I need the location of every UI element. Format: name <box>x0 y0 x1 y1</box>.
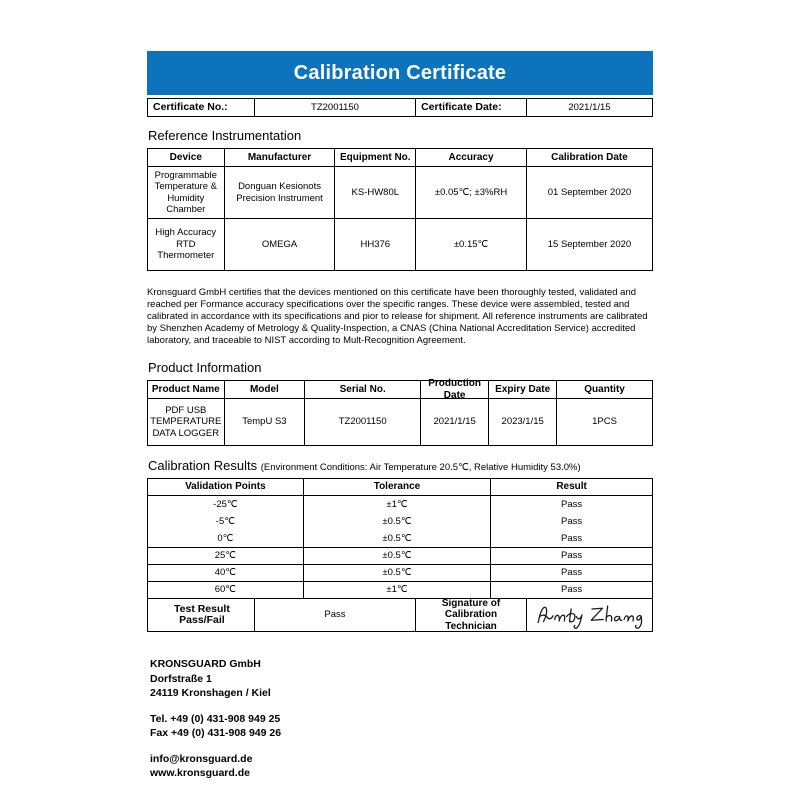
model-cell: TempU S3 <box>224 398 305 445</box>
address-line-2: 24119 Kronshagen / Kiel <box>150 687 271 699</box>
quantity-cell: 1PCS <box>556 398 652 445</box>
test-result-value: Pass <box>254 598 415 631</box>
result-cell: Pass <box>490 530 652 547</box>
column-header: Production Date <box>420 381 488 398</box>
serial-no-cell: TZ2001150 <box>304 398 420 445</box>
tolerance-cell: ±0.5℃ <box>303 530 490 547</box>
company-address-group <box>150 657 653 701</box>
device-cell: Programmable Temperature & Humidity Chamber <box>148 166 224 218</box>
validation-point-cell: 25℃ <box>148 547 303 564</box>
column-header: Result <box>490 479 652 496</box>
validation-point-cell: -5℃ <box>215 515 235 527</box>
expiry-date-cell: 2023/1/15 <box>488 398 556 445</box>
table-header-row <box>148 149 652 166</box>
certificate-title-banner <box>147 51 653 95</box>
certificate-no-value: TZ2001150 <box>254 99 415 116</box>
page-title: Calibration Certificate <box>293 61 507 84</box>
signature-handwriting-icon <box>533 600 645 630</box>
certificate-content <box>147 51 653 792</box>
equipment-no-cell: HH376 <box>334 218 415 270</box>
tolerance-cell: ±1℃ <box>303 581 490 598</box>
calibration-date-cell: 01 September 2020 <box>526 166 652 218</box>
validation-point-cell: 40℃ <box>148 564 303 581</box>
validation-point-cell: 0℃ <box>217 532 234 544</box>
validation-point-cell: -25℃ <box>213 498 238 510</box>
certificate-date-value: 2021/1/15 <box>526 99 652 116</box>
tolerance-cell: ±0.5℃ <box>303 547 490 564</box>
certification-statement: Kronsguard GmbH certifies that the devices mentioned on this certificate have been thoroughly tested, validated and reached per Formance accuracy specifications over the specific ranges. These device were assembled, tested and calibrated in accordance with its specifications and pior to release for shipment. All reference instruments are calibrated by Shenzhen Academy of Metrology & Quality-Inspection, a CNAS (China National Accreditation Service) accredited laboratory, and traceable to NIST according to Mult-Recognition Agreement. <box>147 287 648 346</box>
column-header: Calibration Date <box>526 149 652 166</box>
result-cell: Pass <box>490 564 652 581</box>
table-row <box>148 398 652 445</box>
column-header: Serial No. <box>304 381 420 398</box>
signature-label: Signature of Calibration Technician <box>415 598 526 631</box>
tolerance-cell: ±0.5℃ <box>303 564 490 581</box>
column-header: Model <box>224 381 305 398</box>
telephone-number: Tel. +49 (0) 431-908 949 25 <box>150 712 281 725</box>
product-section-title: Product Information <box>148 360 262 375</box>
result-cell: Pass <box>490 581 652 598</box>
tolerance-cell: ±0.5℃ <box>303 513 490 530</box>
test-result-row <box>148 598 652 631</box>
reference-section-title: Reference Instrumentation <box>148 128 302 143</box>
address-line-1: Dorfstraße 1 <box>150 672 212 685</box>
results-section-title <box>148 458 653 473</box>
table-row <box>148 581 652 598</box>
result-cell: Pass <box>490 547 652 564</box>
table-row <box>148 218 652 270</box>
manufacturer-cell: OMEGA <box>224 218 335 270</box>
table-header-row <box>148 479 652 496</box>
result-cell: Pass <box>490 513 652 530</box>
production-date-cell: 2021/1/15 <box>420 398 488 445</box>
product-table <box>147 380 653 446</box>
signature-cell <box>526 598 652 631</box>
column-header: Manufacturer <box>224 149 335 166</box>
column-header: Quantity <box>556 381 652 398</box>
column-header: Device <box>169 151 202 163</box>
column-header: Validation Points <box>148 479 303 496</box>
column-header: Equipment No. <box>334 149 415 166</box>
fax-number: Fax +49 (0) 431-908 949 26 <box>150 727 282 739</box>
certificate-number-row <box>147 98 653 117</box>
test-result-label: Test Result Pass/Fail <box>148 598 254 631</box>
certificate-date-label: Certificate Date: <box>415 99 526 116</box>
table-header-row <box>148 378 652 401</box>
table-row <box>148 564 652 581</box>
equipment-no-cell: KS-HW80L <box>334 166 415 218</box>
calibration-date-cell: 15 September 2020 <box>526 218 652 270</box>
device-cell: High Accuracy RTD Thermometer <box>148 218 224 270</box>
email-address: info@kronsguard.de <box>150 752 253 765</box>
result-cell: Pass <box>490 496 652 513</box>
table-row <box>148 530 652 547</box>
footer-contact-block <box>147 657 653 781</box>
environment-conditions: (Environment Conditions: Air Temperature 20.5℃, Relative Humidity 53.0%) <box>260 462 581 473</box>
reference-table <box>147 148 653 271</box>
table-row <box>148 496 652 513</box>
table-row <box>148 547 652 564</box>
calibration-results-table <box>147 478 653 632</box>
company-name: KRONSGUARD GmbH <box>150 658 261 670</box>
results-title-text: Calibration Results <box>148 458 258 473</box>
web-group <box>150 752 653 781</box>
product-name-cell: PDF USB TEMPERATURE DATA LOGGER <box>148 398 224 445</box>
column-header: Expiry Date <box>488 381 556 398</box>
accuracy-cell: ±0.15℃ <box>415 218 526 270</box>
accuracy-cell: ±0.05℃; ±3%RH <box>415 166 526 218</box>
column-header: Tolerance <box>303 479 490 496</box>
table-row <box>148 166 652 218</box>
column-header: Accuracy <box>415 149 526 166</box>
phone-group <box>150 712 653 741</box>
certificate-no-label: Certificate No.: <box>153 100 228 113</box>
tolerance-cell: ±1℃ <box>303 496 490 513</box>
table-row <box>148 513 652 530</box>
validation-point-cell: 60℃ <box>148 581 303 598</box>
manufacturer-cell: Donguan Kesionots Precision Instrument <box>224 166 335 218</box>
column-header: Product Name <box>151 383 220 395</box>
website-url: www.kronsguard.de <box>150 767 250 779</box>
